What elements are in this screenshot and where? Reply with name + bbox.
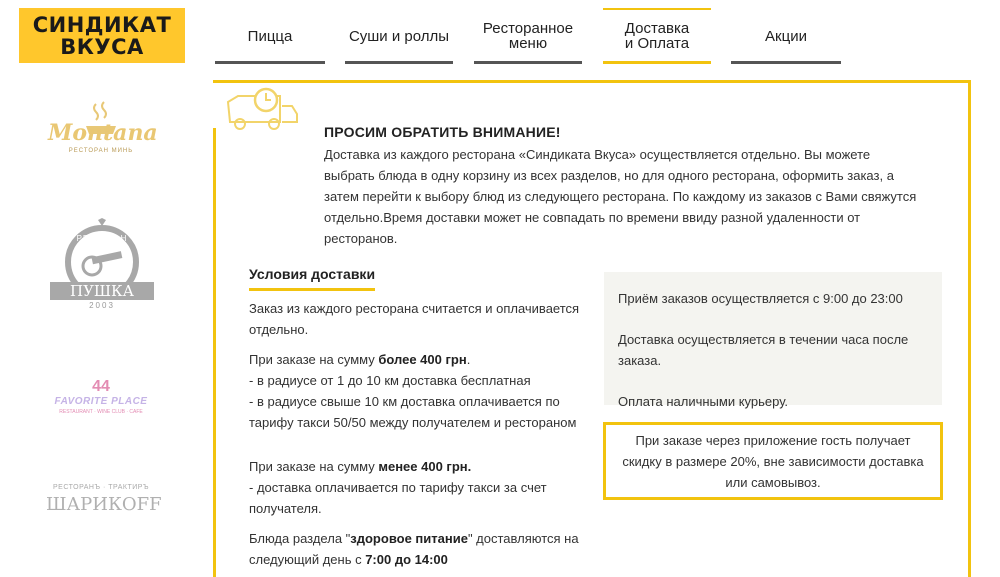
info-payment: Оплата наличными курьеру. (618, 394, 789, 409)
restaurant-montana-logo[interactable] (46, 98, 156, 166)
restaurant-subtitle: RESTAURANT · WINE CLUB · CAFE (59, 409, 143, 415)
restaurant-top-label: РЕСТОРАНЪ · ТРАКТИРЪ (53, 484, 149, 491)
brand-line-2: ВКУСА (60, 34, 144, 59)
nav-item-sushi[interactable] (345, 8, 453, 64)
nav-underline (731, 61, 841, 64)
nav-active-topline (603, 8, 711, 10)
conditions-line: - доставка оплачивается по тарифу такси за счет получателя. (249, 480, 547, 516)
amount-highlight: более 400 грн (378, 352, 467, 367)
conditions-line: - в радиусе от 1 до 10 км доставка бесплатная (249, 373, 531, 388)
conditions-paragraph-healthy (249, 528, 589, 570)
app-discount-promo (603, 422, 943, 500)
restaurant-favorite-place-logo[interactable] (48, 378, 154, 420)
nav-label: Суши и роллы (348, 27, 450, 45)
nav-label-line-2: и Оплата (624, 35, 690, 52)
nav-label: Пицца (247, 27, 293, 45)
main-nav (0, 8, 1000, 64)
info-order-hours: Приём заказов осуществляется с 9:00 до 23:00 (618, 291, 903, 306)
text-span: . (466, 352, 471, 367)
notice-title: ПРОСИМ ОБРАТИТЬ ВНИМАНИЕ! (324, 124, 561, 140)
restaurant-number: 44 (92, 378, 110, 395)
nav-label: Акции (765, 27, 807, 45)
brand-line-1: СИНДИКАТ (32, 12, 172, 37)
promo-text: При заказе через приложение гость получает скидку в размере 20%, вне зависимости доставка или самовывоз. (622, 432, 924, 490)
notice-text: Доставка из каждого ресторана «Синдиката Вкуса» осуществляется отдельно. Вы можете выбрать блюда в одну корзину из всех разделов, но для одного ресторана, оформить заказ, а затем перейти к выбору блюд из следующего ресторана. По каждому из заказов с Вами свяжутся отдельно.Время доставки может не совпадать по времени ввиду разной удаленности от ресторанов. (324, 147, 917, 246)
restaurant-sharikoff-logo[interactable] (46, 484, 162, 524)
text-span: " доставляются на следующий день с (249, 531, 579, 567)
nav-underline (215, 61, 325, 64)
restaurant-name: FAVORITE PLACE (54, 396, 148, 407)
nav-item-promotions[interactable] (731, 8, 841, 64)
conditions-paragraph: Заказ из каждого ресторана считается и оплачивается отдельно. (249, 301, 580, 337)
restaurant-pushka-logo[interactable] (48, 218, 156, 314)
restaurant-name: Montana (48, 120, 158, 146)
info-delivery-time: Доставка осуществляется в течении часа после заказа. (618, 332, 909, 368)
nav-item-delivery[interactable] (603, 8, 711, 64)
conditions-paragraph-over-400 (249, 349, 589, 433)
text-span: Блюда раздела " (249, 531, 351, 546)
time-highlight: 7:00 до 14:00 (365, 552, 448, 567)
nav-underline (603, 61, 711, 64)
conditions-line: - в радиусе свыше 10 км доставка оплачивается по тарифу такси 50/50 между получателем и рестораном (249, 394, 577, 430)
nav-underline (474, 61, 582, 64)
amount-highlight: менее 400 грн. (378, 459, 472, 474)
restaurant-top-label: РЕСТОРАН (76, 234, 128, 243)
restaurant-name: ПУШКА (69, 282, 134, 300)
restaurant-name: ШАРИКОFF (46, 494, 162, 515)
delivery-conditions-title: Условия доставки (249, 266, 375, 291)
delivery-conditions-body (249, 298, 589, 577)
delivery-truck-clock-icon (222, 82, 300, 132)
text-span: При заказе на сумму (249, 352, 379, 367)
section-highlight: здоровое питание (350, 531, 468, 546)
text-span: При заказе на сумму (249, 459, 379, 474)
nav-underline (345, 61, 453, 64)
conditions-paragraph-under-400 (249, 456, 589, 519)
nav-label: Ресторанное (482, 20, 574, 37)
nav-item-pizza[interactable] (215, 8, 325, 64)
nav-label-line-2: меню (508, 35, 548, 52)
nav-label: Доставка (624, 20, 690, 37)
nav-item-restaurant-menu[interactable] (474, 8, 582, 64)
restaurant-year: 2003 (89, 301, 115, 310)
delivery-info-box (604, 272, 942, 409)
content-panel-left-edge (213, 128, 216, 577)
restaurant-subtitle: РЕСТОРАН МИНЬ (68, 148, 134, 154)
